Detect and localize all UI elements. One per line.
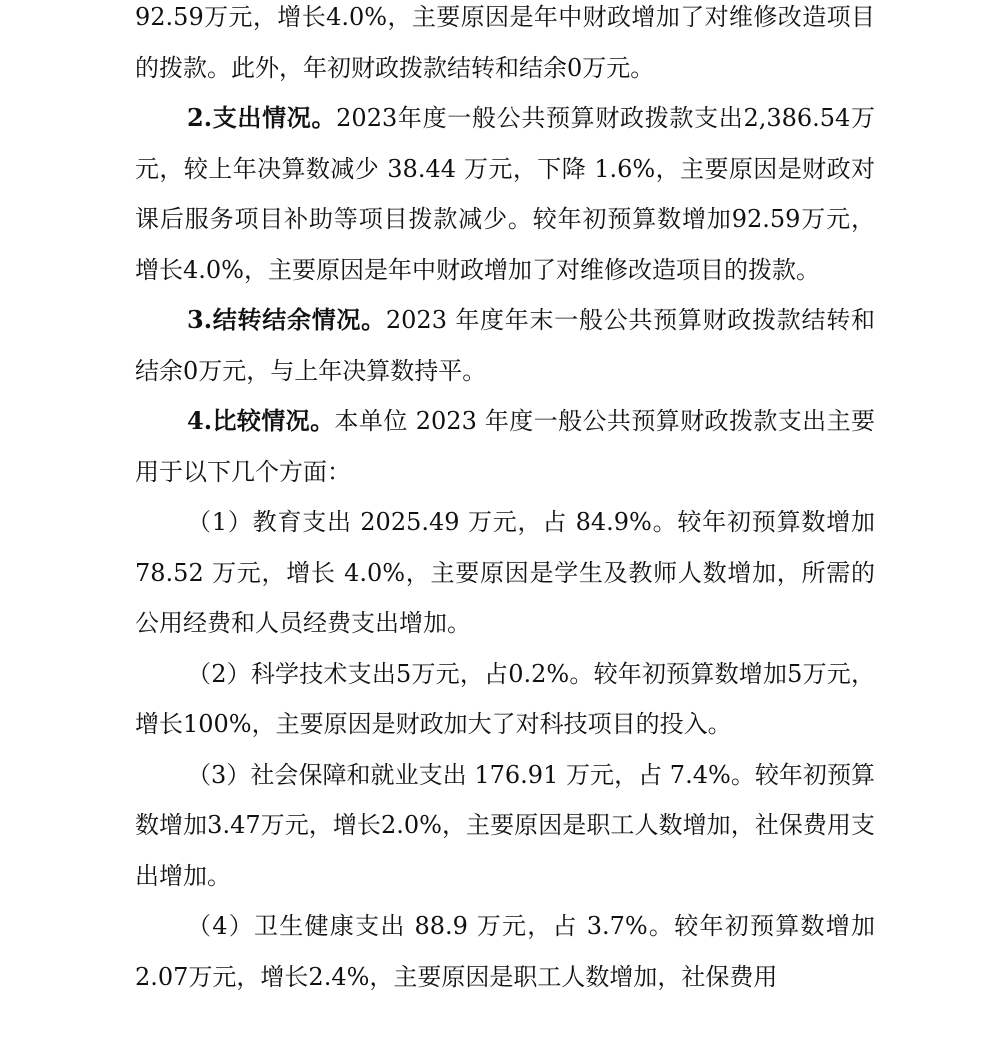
paragraph-text: 本单位 2023 年度一般公共预算财政拨款支出主要用于以下几个方面：	[135, 407, 875, 486]
paragraph-text: （1）教育支出 2025.49 万元，占 84.9%。较年初预算数增加 78.52 万元，增长 4.0%，主要原因是学生及教师人数增加，所需的公用经费和人员经费支出增加。	[135, 508, 875, 637]
paragraph-health	[135, 901, 875, 1002]
paragraph-text: （4）卫生健康支出 88.9 万元，占 3.7%。较年初预算数增加2.07万元，增长2.4%，主要原因是职工人数增加，社保费用	[135, 912, 875, 991]
paragraph-budget-increase-cont	[135, 0, 875, 93]
paragraph-science	[135, 649, 875, 750]
paragraph-social-security	[135, 750, 875, 902]
paragraph-text: 2023 年度年末一般公共预算财政拨款结转和结余0万元，与上年决算数持平。	[135, 306, 875, 385]
paragraph-text: （3）社会保障和就业支出 176.91 万元，占 7.4%。较年初预算数增加3.47万元，增长2.0%，主要原因是职工人数增加，社保费用支出增加。	[135, 760, 875, 890]
paragraph-education	[135, 497, 875, 649]
paragraph-comparison	[135, 396, 875, 497]
paragraph-heading: 3.结转结余情况。	[187, 305, 386, 334]
paragraph-heading: 4.比较情况。	[187, 406, 335, 435]
paragraph-carryover	[135, 295, 875, 396]
paragraph-heading: 2.支出情况。	[187, 103, 337, 132]
paragraph-text: （2）科学技术支出5万元，占0.2%。较年初预算数增加5万元，增长100%，主要原因是财政加大了对科技项目的投入。	[135, 659, 875, 738]
paragraph-text: 2023年度一般公共预算财政拨款支出2,386.54万元，较上年决算数减少 38.44 万元，下降 1.6%，主要原因是财政对课后服务项目补助等项目拨款减少。较年初预算数增加92.59万元，增长4.0%，主要原因是年中财政增加了对维修改造项目的拨款。	[135, 104, 876, 284]
paragraph-expenditure	[135, 93, 875, 295]
paragraph-text: 92.59万元，增长4.0%，主要原因是年中财政增加了对维修改造项目的拨款。此外，年初财政拨款结转和结余0万元。	[135, 3, 875, 82]
document-page	[135, 0, 875, 1002]
